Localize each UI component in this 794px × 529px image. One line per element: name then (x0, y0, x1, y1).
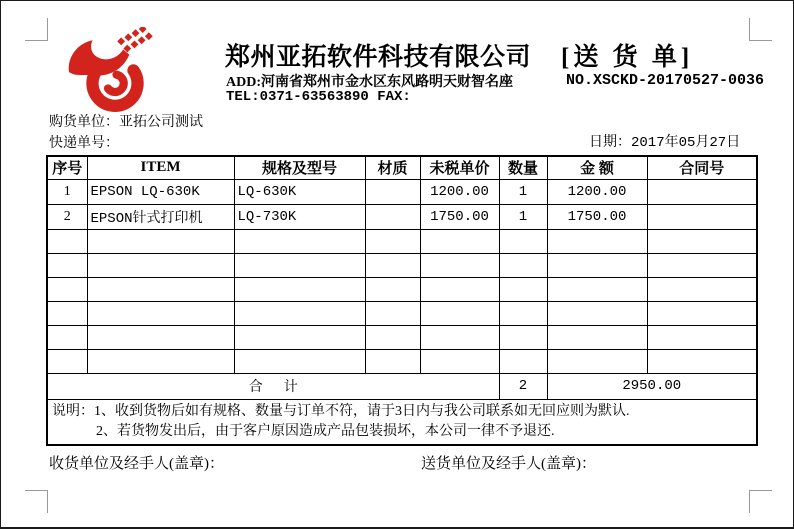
empty-cell (647, 349, 757, 373)
notes-row (47, 399, 757, 445)
empty-cell (647, 229, 757, 253)
empty-cell (499, 325, 547, 349)
empty-cell (647, 325, 757, 349)
company-logo-icon (61, 27, 167, 113)
header-qty: 数量 (499, 156, 547, 179)
empty-cell (365, 325, 420, 349)
empty-cell (87, 277, 234, 301)
receiver-signature-label: 收货单位及经手人(盖章)： (49, 456, 224, 472)
margin-mark-top-right (749, 18, 772, 41)
cell-contract-no (647, 204, 757, 229)
header-amount: 金 额 (547, 156, 647, 179)
document-number: NO.XSCKD-20170527-0036 (566, 72, 765, 89)
company-address: ADD:河南省郑州市金水区东风路明天财智名座 (226, 75, 513, 90)
empty-cell (420, 277, 499, 301)
cell-item: EPSON LQ-630K (87, 179, 234, 204)
header-seq: 序号 (47, 156, 87, 179)
empty-cell (499, 253, 547, 277)
note-line-2: 2、若货物发出后，由于客户原因造成产品包装损坏，本公司一律不予退还. (96, 423, 555, 439)
empty-cell (365, 253, 420, 277)
empty-cell (365, 349, 420, 373)
empty-cell (87, 229, 234, 253)
empty-cell (365, 277, 420, 301)
empty-cell (234, 229, 365, 253)
buyer-line (49, 111, 203, 131)
sender-signature-label: 送货单位及经手人(盖章)： (421, 456, 596, 472)
margin-mark-bottom-right (749, 490, 772, 513)
empty-cell (547, 325, 647, 349)
company-name: 郑州亚拓软件科技有限公司 (225, 44, 532, 71)
cell-spec: LQ-730K (234, 204, 365, 229)
empty-cell (365, 301, 420, 325)
document-title: [送 货 单] (561, 44, 694, 71)
empty-cell (420, 229, 499, 253)
empty-cell (547, 277, 647, 301)
tracking-number-line: 快递单号： (49, 136, 119, 151)
empty-cell (47, 253, 87, 277)
empty-cell (365, 229, 420, 253)
cell-amount: 1750.00 (547, 204, 647, 229)
cell-unit-price: 1200.00 (420, 179, 499, 204)
empty-cell (547, 229, 647, 253)
margin-mark-bottom-left (25, 490, 48, 513)
empty-table-row (47, 349, 757, 373)
empty-cell (499, 277, 547, 301)
cell-item: EPSON针式打印机 (87, 204, 234, 229)
cell-unit-price: 1750.00 (420, 204, 499, 229)
empty-table-row (47, 229, 757, 253)
empty-cell (420, 301, 499, 325)
company-tel-fax: TEL:0371-63563890 FAX: (226, 89, 411, 105)
date-line (589, 131, 740, 151)
empty-cell (234, 325, 365, 349)
total-qty: 2 (499, 373, 547, 399)
empty-cell (87, 301, 234, 325)
empty-cell (47, 229, 87, 253)
cell-material (365, 204, 420, 229)
empty-cell (234, 349, 365, 373)
empty-cell (87, 349, 234, 373)
cell-contract-no (647, 179, 757, 204)
empty-cell (234, 301, 365, 325)
notes-cell (47, 399, 757, 445)
empty-cell (47, 325, 87, 349)
total-label: 合 计 (47, 373, 499, 399)
date-label: 日期： (589, 135, 631, 150)
empty-cell (547, 349, 647, 373)
empty-cell (87, 325, 234, 349)
empty-cell (547, 301, 647, 325)
cell-amount: 1200.00 (547, 179, 647, 204)
empty-cell (420, 253, 499, 277)
margin-mark-top-left (25, 18, 48, 41)
empty-cell (499, 349, 547, 373)
empty-table-row (47, 277, 757, 301)
cell-spec: LQ-630K (234, 179, 365, 204)
empty-cell (234, 277, 365, 301)
empty-table-row (47, 253, 757, 277)
empty-cell (420, 325, 499, 349)
date-value: 2017年05月27日 (631, 135, 741, 151)
header-contract-no: 合同号 (647, 156, 757, 179)
cell-qty: 1 (499, 179, 547, 204)
header-unit-price: 未税单价 (420, 156, 499, 179)
empty-cell (234, 253, 365, 277)
header-spec: 规格及型号 (234, 156, 365, 179)
empty-cell (499, 301, 547, 325)
cell-seq: 2 (47, 204, 87, 229)
empty-cell (647, 253, 757, 277)
cell-seq: 1 (47, 179, 87, 204)
empty-cell (499, 229, 547, 253)
empty-cell (47, 349, 87, 373)
empty-cell (647, 301, 757, 325)
table-row (47, 204, 757, 229)
empty-cell (420, 349, 499, 373)
cell-material (365, 179, 420, 204)
header-item: ITEM (87, 156, 234, 179)
empty-cell (87, 253, 234, 277)
buyer-label: 购货单位： (49, 115, 119, 130)
note-line-1: 说明：1、收到货物后如有规格、数量与订单不符，请于3日内与我公司联系如无回应则为默认. (52, 403, 630, 419)
items-table (46, 155, 758, 446)
empty-table-row (47, 325, 757, 349)
cell-qty: 1 (499, 204, 547, 229)
header-material: 材质 (365, 156, 420, 179)
table-header-row (47, 156, 757, 179)
empty-cell (47, 301, 87, 325)
empty-cell (647, 277, 757, 301)
total-amount: 2950.00 (547, 373, 757, 399)
empty-cell (547, 253, 647, 277)
total-row (47, 373, 757, 399)
table-row (47, 179, 757, 204)
empty-cell (47, 277, 87, 301)
empty-table-row (47, 301, 757, 325)
buyer-value: 亚拓公司测试 (119, 115, 203, 130)
